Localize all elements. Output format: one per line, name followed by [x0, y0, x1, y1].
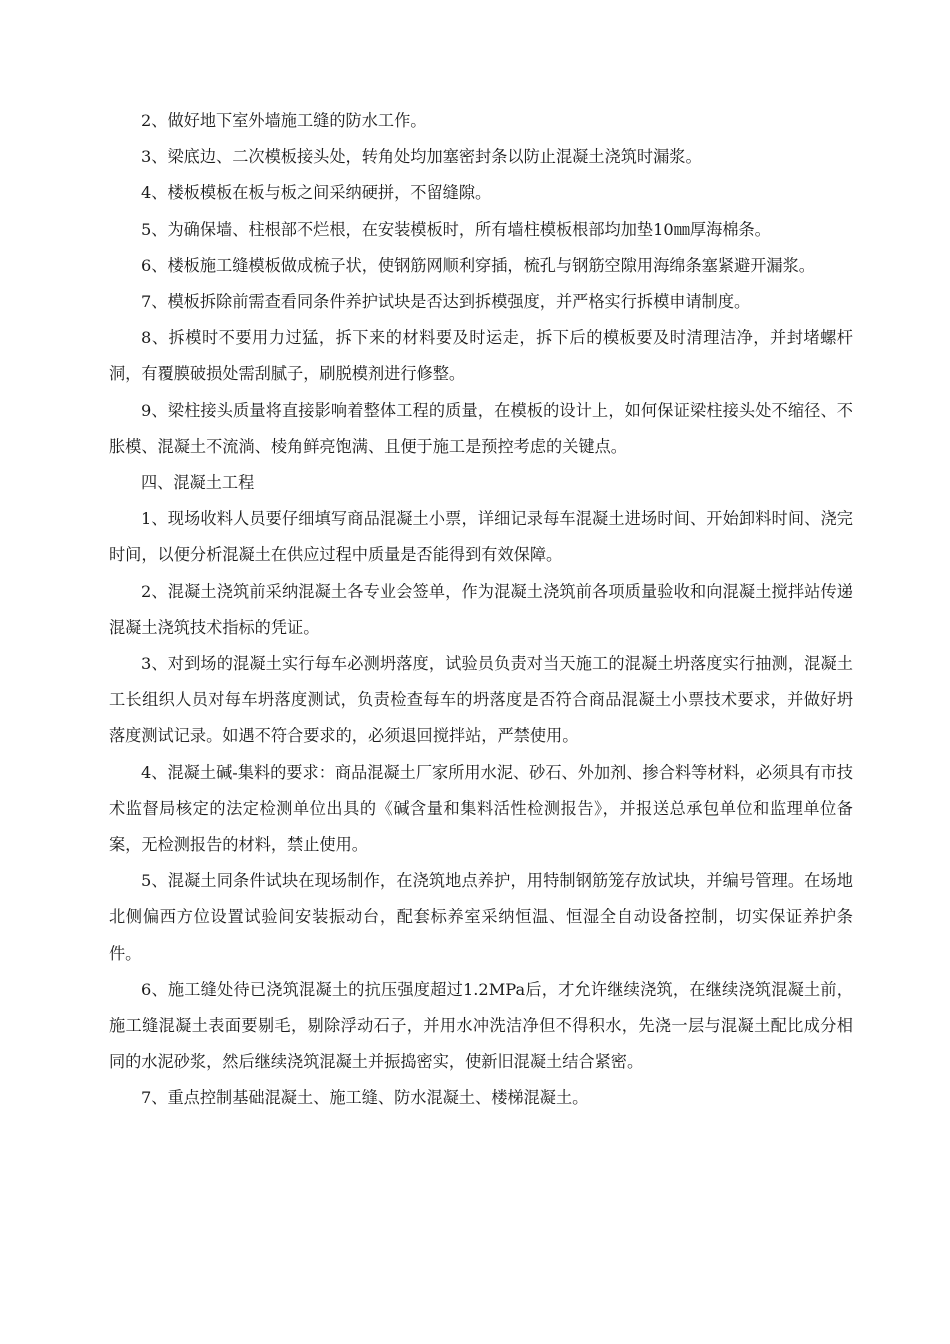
- paragraph-concrete-5: 5、混凝土同条件试块在现场制作，在浇筑地点养护，用特制钢筋笼存放试块，并编号管理。在场地北侧偏西方位设置试验间安装振动台，配套标养室采纳恒温、恒湿全自动设备控制，切实保证养护条件。: [109, 871, 853, 963]
- document-body: [109, 103, 853, 1117]
- paragraph-formwork-6: 6、楼板施工缝模板做成梳子状，使钢筋网顺利穿插，梳孔与钢筋空隙用海绵条塞紧避开漏浆。: [141, 255, 815, 275]
- section-heading-concrete: 四、混凝土工程: [141, 473, 255, 493]
- paragraph-formwork-8: 8、拆模时不要用力过猛，拆下来的材料要及时运走，拆下后的模板要及时清理洁净，并封堵螺杆洞，有覆膜破损处需刮腻子，刷脱模剂进行修整。: [109, 328, 853, 384]
- paragraph-formwork-5: 5、为确保墙、柱根部不烂根，在安装模板时，所有墙柱模板根部均加垫10㎜厚海棉条。: [141, 219, 771, 239]
- paragraph-formwork-7: 7、模板拆除前需查看同条件养护试块是否达到拆模强度，并严格实行拆模申请制度。: [141, 292, 751, 312]
- paragraph-concrete-3: 3、对到场的混凝土实行每车必测坍落度，试验员负责对当天施工的混凝土坍落度实行抽测，混凝土工长组织人员对每车坍落度测试，负责检查每车的坍落度是否符合商品混凝土小票技术要求，并做好坍落度测试记录。如遇不符合要求的，必须退回搅拌站，严禁使用。: [109, 654, 853, 746]
- paragraph-concrete-6: 6、施工缝处待已浇筑混凝土的抗压强度超过1.2MPa后，才允许继续浇筑，在继续浇筑混凝土前，施工缝混凝土表面要剔毛，剔除浮动石子，并用水冲洗洁净但不得积水，先浇一层与混凝土配比成分相同的水泥砂浆，然后继续浇筑混凝土并振捣密实，使新旧混凝土结合紧密。: [109, 979, 853, 1072]
- paragraph-formwork-3: 3、梁底边、二次模板接头处，转角处均加塞密封条以防止混凝土浇筑时漏浆。: [141, 147, 702, 167]
- paragraph-formwork-2: 2、做好地下室外墙施工缝的防水工作。: [141, 111, 427, 130]
- paragraph-concrete-2: 2、混凝土浇筑前采纳混凝土各专业会签单，作为混凝土浇筑前各项质量验收和向混凝土搅拌站传递混凝土浇筑技术指标的凭证。: [109, 581, 853, 637]
- paragraph-concrete-1: 1、现场收料人员要仔细填写商品混凝土小票，详细记录每车混凝土进场时间、开始卸料时间、浇完时间，以便分析混凝土在供应过程中质量是否能得到有效保障。: [109, 509, 853, 565]
- paragraph-concrete-4: 4、混凝土碱-集料的要求：商品混凝土厂家所用水泥、砂石、外加剂、掺合料等材料，必须具有市技术监督局核定的法定检测单位出具的《碱含量和集料活性检测报告》，并报送总承包单位和监理单位备案，无检测报告的材料，禁止使用。: [109, 762, 853, 855]
- paragraph-formwork-4: 4、楼板模板在板与板之间采纳硬拼，不留缝隙。: [141, 183, 492, 203]
- paragraph-concrete-7: 7、重点控制基础混凝土、施工缝、防水混凝土、楼梯混凝土。: [141, 1088, 589, 1108]
- paragraph-formwork-9: 9、梁柱接头质量将直接影响着整体工程的质量，在模板的设计上，如何保证梁柱接头处不缩径、不胀模、混凝土不流淌、棱角鲜亮饱满、且便于施工是预控考虑的关键点。: [109, 400, 853, 456]
